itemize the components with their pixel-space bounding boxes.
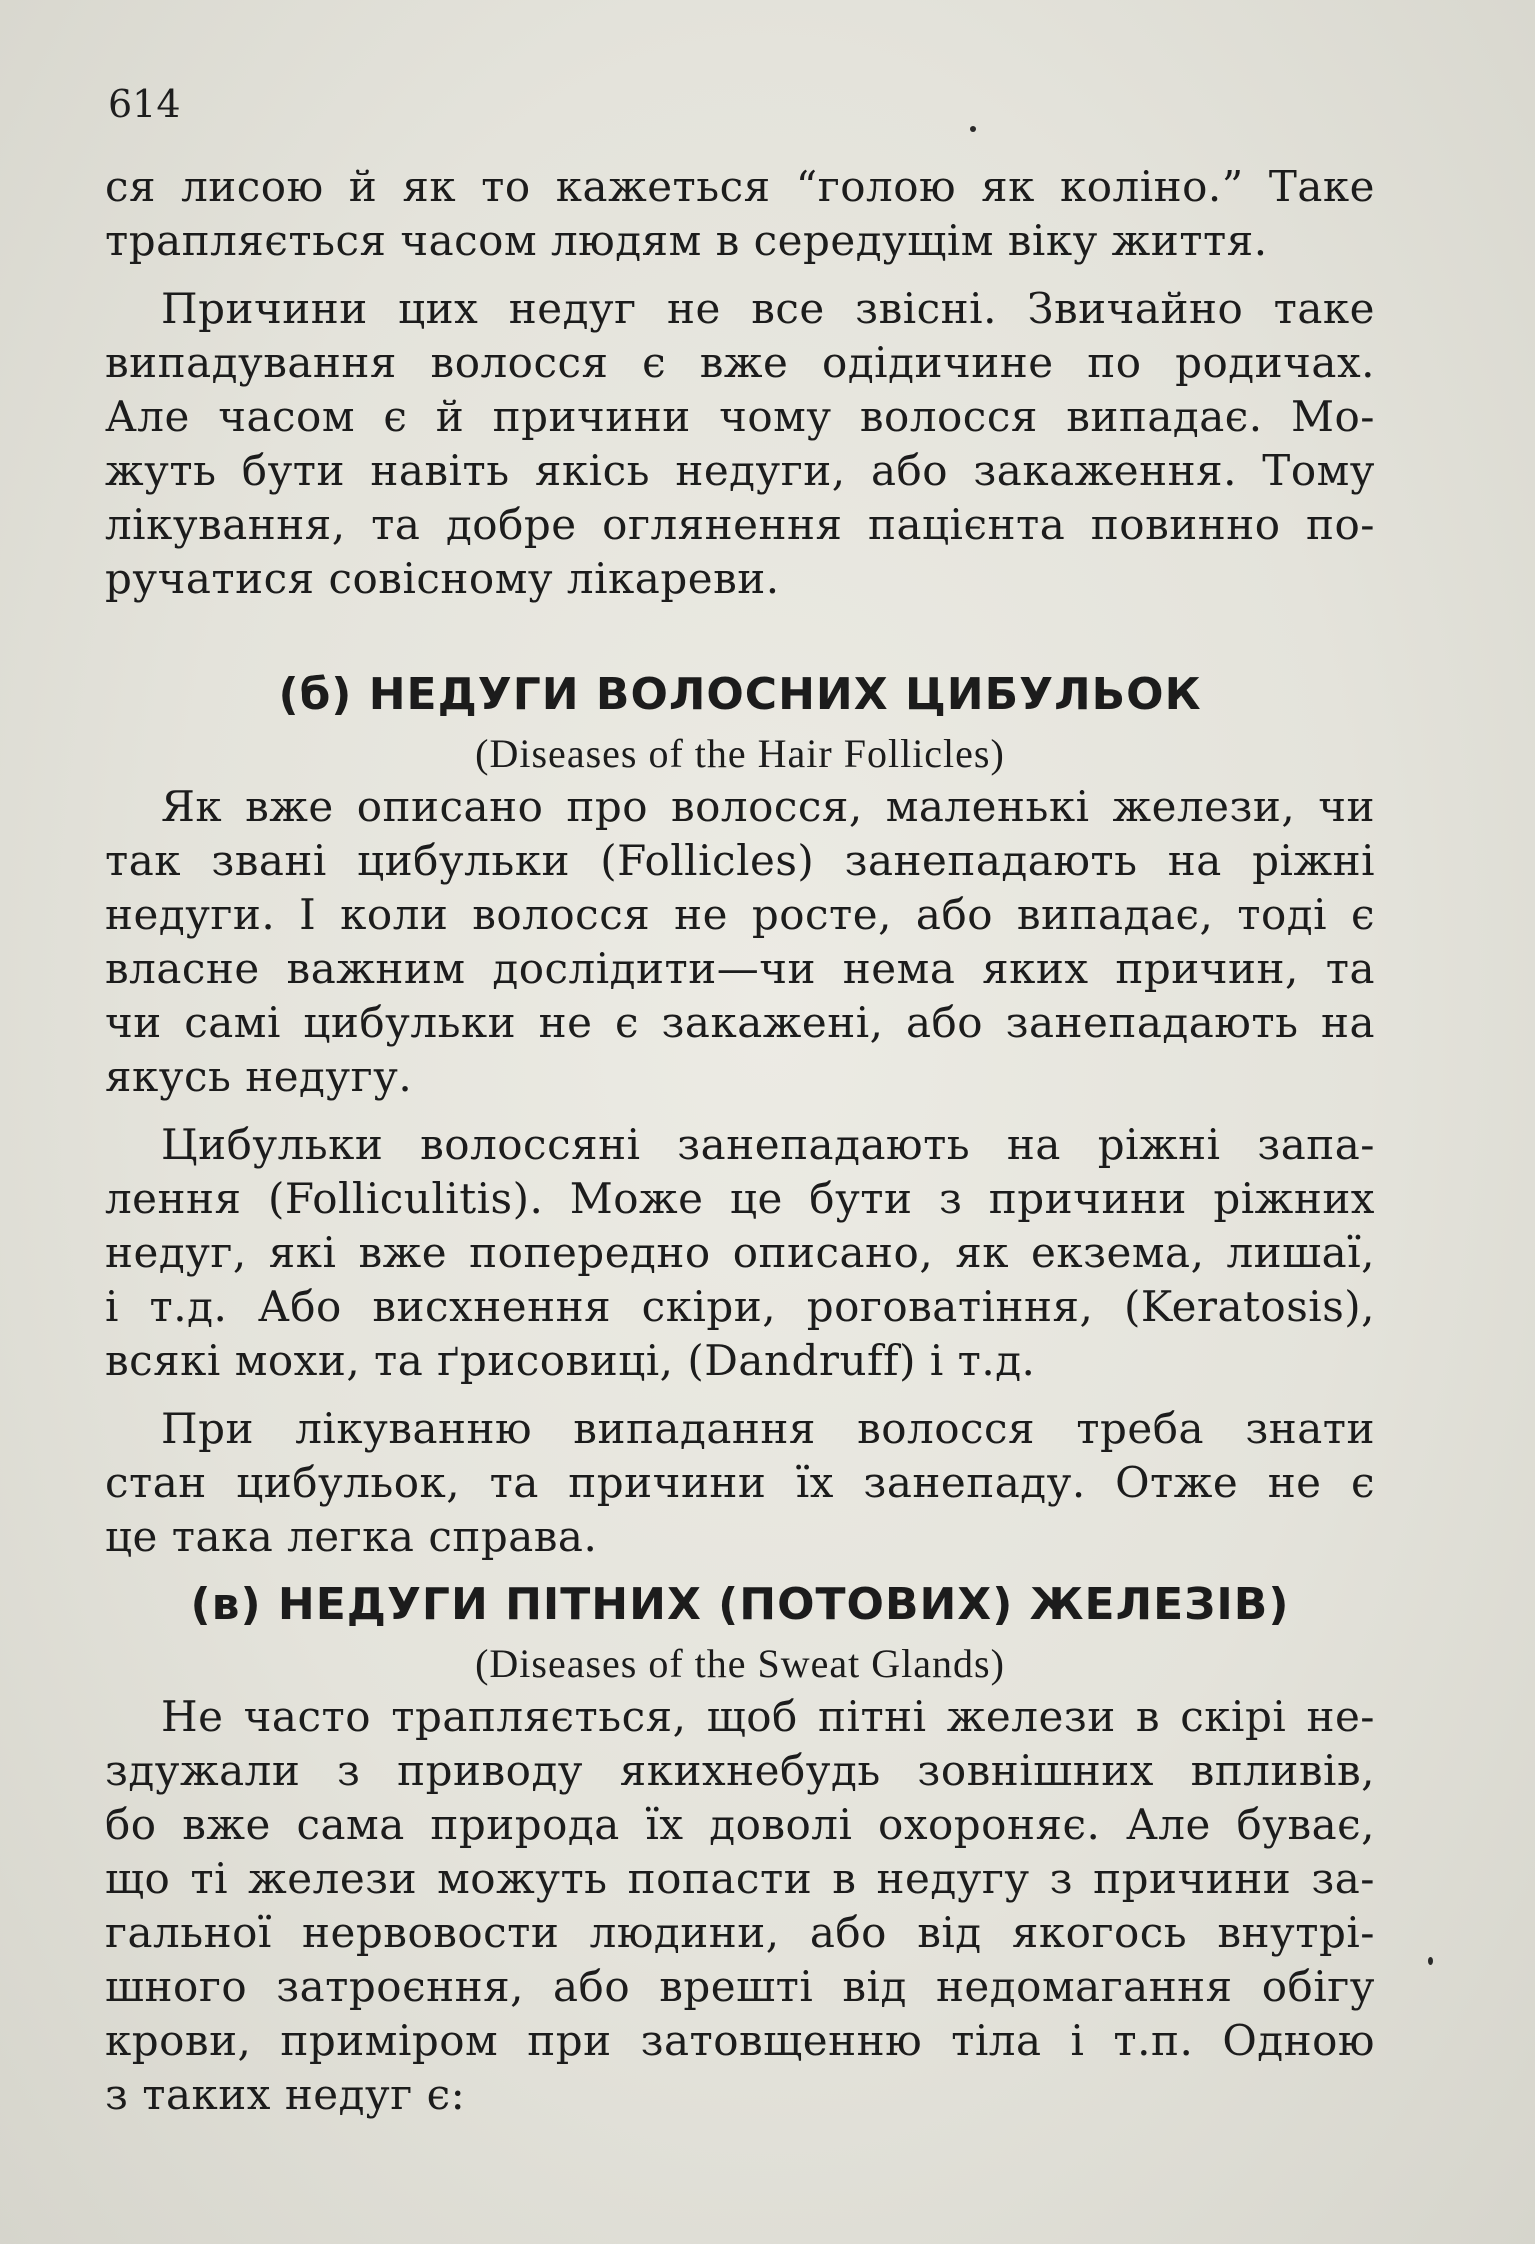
text-line: Не часто трапляється, щоб пітні желези в скірі не- — [161, 1692, 1375, 1741]
text-line: Причини цих недуг не все звісні. Звичайно таке — [161, 284, 1375, 333]
ink-speck — [970, 126, 976, 132]
text-line: Але часом є й причини чому волосся випадає. Мо- — [105, 392, 1375, 441]
text-line: з таких недуг є: — [105, 2070, 466, 2119]
section-subheading: (Diseases of the Hair Follicles) — [475, 731, 1005, 776]
text-line: трапляється часом людям в середущім віку життя. — [105, 216, 1268, 265]
text-line: Цибульки волоссяні занепадають на ріжні запа- — [161, 1120, 1375, 1169]
text-line: жуть бути навіть якісь недуги, або закаження. Тому — [105, 446, 1375, 495]
text-line: здужали з приводу якихнебудь зовнішних впливів, — [105, 1746, 1375, 1795]
text-line: недуг, які вже попередно описано, як екзема, лишаї, — [105, 1228, 1375, 1277]
paragraph — [105, 282, 1375, 606]
text-line: що ті желези можуть попасти в недугу з причини за- — [105, 1854, 1375, 1903]
text-line: ручатися совісному лікареви. — [105, 554, 780, 603]
text-line: При лікуванню випадання волосся треба знати — [161, 1404, 1375, 1453]
section-subheading: (Diseases of the Sweat Glands) — [475, 1641, 1005, 1686]
paragraph — [105, 1402, 1375, 1564]
ink-speck — [1428, 1957, 1433, 1965]
text-line: якусь недугу. — [105, 1052, 413, 1101]
section-heading: (в) НЕДУГИ ПІТНИХ (ПОТОВИХ) ЖЕЛЕЗІВ) — [190, 1579, 1290, 1630]
text-line: випадування волосся є вже одідичине по родичах. — [105, 338, 1375, 387]
text-line: крови, приміром при затовщенню тіла і т.п. Одною — [105, 2016, 1375, 2065]
text-line: і т.д. Або висхнення скіри, роговатіння, (Keratosis), — [105, 1282, 1375, 1331]
text-line: чи самі цибульки не є закажені, або занепадають на — [105, 998, 1375, 1047]
page-number: 614 — [108, 82, 181, 126]
text-line: Як вже описано про волосся, маленькі желези, чи — [161, 782, 1375, 831]
text-line: стан цибульок, та причини їх занепаду. Отже не є — [105, 1458, 1375, 1507]
paragraph — [105, 780, 1375, 1104]
section-heading: (б) НЕДУГИ ВОЛОСНИХ ЦИБУЛЬОК — [278, 669, 1202, 720]
page-text — [105, 160, 1375, 2122]
text-line: бо вже сама природа їх доволі охороняє. Але буває, — [105, 1800, 1375, 1849]
text-line: це така легка справа. — [105, 1512, 598, 1561]
paragraph — [105, 160, 1375, 268]
paragraph — [105, 1690, 1375, 2122]
text-line: так звані цибульки (Follicles) занепадають на ріжні — [105, 836, 1375, 885]
text-line: гальної нервовости людини, або від якогось внутрі- — [105, 1908, 1375, 1957]
text-line: лення (Folliculitis). Може це бути з причини ріжних — [105, 1174, 1375, 1223]
section-v — [105, 1572, 1375, 2122]
text-line: ся лисою й як то кажеться “голою як коліно.” Таке — [105, 162, 1375, 211]
text-line: шного затроєння, або врешті від недомагання обігу — [105, 1962, 1375, 2011]
text-line: лікування, та добре оглянення пацієнта повинно по- — [105, 500, 1375, 549]
paragraph — [105, 1118, 1375, 1388]
section-b — [105, 662, 1375, 1564]
text-line: власне важним дослідити—чи нема яких причин, та — [105, 944, 1375, 993]
text-line: недуги. І коли волосся не росте, або випадає, тоді є — [105, 890, 1375, 939]
text-line: всякі мохи, та ґрисовиці, (Dandruff) і т.д. — [105, 1336, 1036, 1385]
